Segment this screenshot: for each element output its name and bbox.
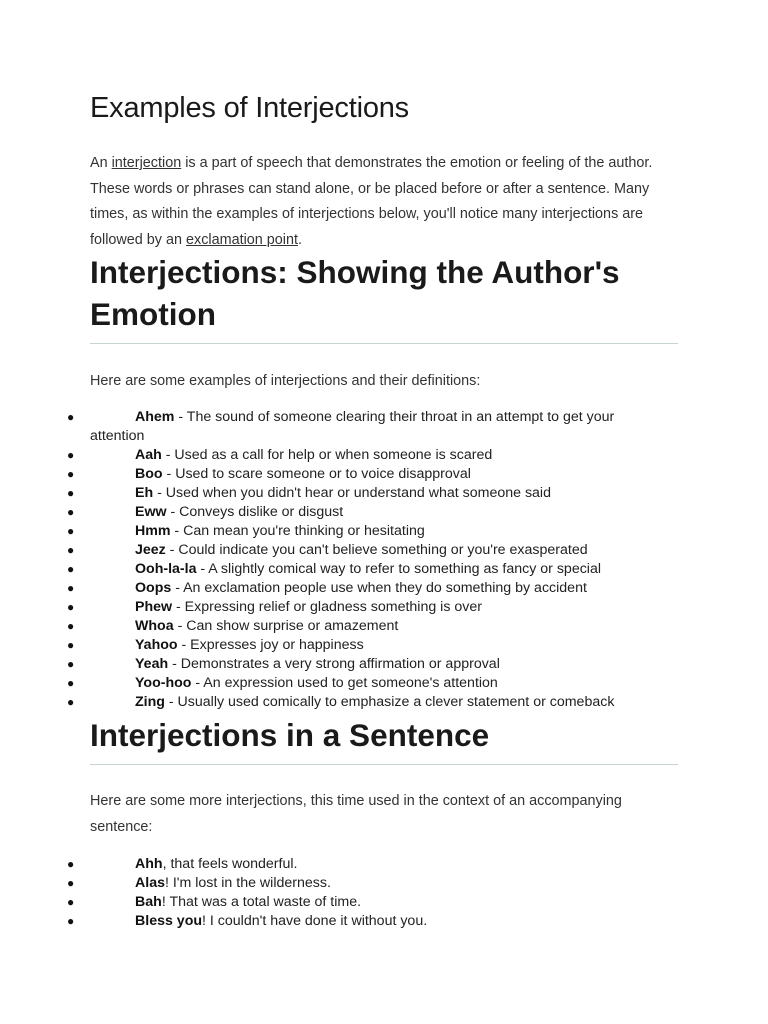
bullet-icon: ● xyxy=(67,676,75,690)
page-title: Examples of Interjections xyxy=(90,92,409,124)
list-item xyxy=(67,674,670,693)
intro-text-end: . xyxy=(298,231,302,248)
list-item xyxy=(67,541,670,560)
bullet-icon: ● xyxy=(67,657,75,671)
bullet-icon: ● xyxy=(67,467,75,481)
interjection-term: Yoo-hoo xyxy=(135,675,192,691)
interjection-description: - An expression used to get someone's attention xyxy=(191,675,498,691)
bullet-icon: ● xyxy=(67,486,75,500)
intro-text-middle: is a part of speech that demonstrates the emotion or feeling of the author. These words or phrases can stand alone, or be placed before or after a sentence. Many times, as within the examples of interjections below, you'll notice many interjections are followed by an xyxy=(90,155,653,248)
interjection-description: - Expresses joy or happiness xyxy=(177,637,364,653)
list-item xyxy=(67,484,670,503)
list-item xyxy=(67,503,670,522)
interjection-term: Ahh xyxy=(135,856,163,872)
interjection-term: Yeah xyxy=(135,656,169,672)
interjection-description: - Conveys dislike or disgust xyxy=(166,504,344,520)
interjection-description: , that feels wonderful. xyxy=(162,856,298,872)
interjection-description: ! I'm lost in the wilderness. xyxy=(164,875,331,891)
list-item xyxy=(67,636,670,655)
interjection-description: ! I couldn't have done it without you. xyxy=(202,913,428,929)
interjection-term: Ooh-la-la xyxy=(135,561,197,577)
interjection-description: - Used as a call for help or when someone is scared xyxy=(161,447,493,463)
list-item xyxy=(67,408,670,446)
list-item xyxy=(67,655,670,674)
bullet-icon: ● xyxy=(67,410,75,424)
section-lead-definitions: Here are some examples of interjections and their definitions: xyxy=(90,373,481,389)
list-item xyxy=(67,560,670,579)
bullet-icon: ● xyxy=(67,895,75,909)
bullet-icon: ● xyxy=(67,600,75,614)
bullet-icon: ● xyxy=(67,505,75,519)
list-item xyxy=(67,465,670,484)
interjection-description: - Used to scare someone or to voice disapproval xyxy=(162,466,471,482)
interjection-term: Yahoo xyxy=(135,637,178,653)
bullet-icon: ● xyxy=(67,857,75,871)
interjection-description: - Could indicate you can't believe something or you're exasperated xyxy=(165,542,588,558)
interjection-term: Eh xyxy=(135,485,154,501)
bullet-icon: ● xyxy=(67,619,75,633)
section-divider xyxy=(90,343,678,344)
sentences-list xyxy=(67,855,670,931)
list-item xyxy=(67,579,670,598)
list-item xyxy=(67,446,670,465)
bullet-icon: ● xyxy=(67,695,75,709)
bullet-icon: ● xyxy=(67,914,75,928)
intro-text-start: An xyxy=(90,155,112,171)
bullet-icon: ● xyxy=(67,876,75,890)
interjection-description: - Can show surprise or amazement xyxy=(173,618,399,634)
section-heading-emotion: Interjections: Showing the Author's Emotion xyxy=(90,254,620,332)
section-lead-sentences: Here are some more interjections, this time used in the context of an accompanying sentence: xyxy=(90,793,622,835)
bullet-icon: ● xyxy=(67,543,75,557)
list-item xyxy=(67,617,670,636)
interjection-description: ! That was a total waste of time. xyxy=(161,894,362,910)
interjection-term: Eww xyxy=(135,504,167,520)
section-divider xyxy=(90,764,678,765)
interjection-link[interactable]: interjection xyxy=(111,155,182,171)
bullet-icon: ● xyxy=(67,562,75,576)
list-item xyxy=(67,693,670,712)
interjection-description: - A slightly comical way to refer to something as fancy or special xyxy=(196,561,601,577)
definitions-list xyxy=(67,408,670,712)
interjection-description: - The sound of someone clearing their throat in an attempt to get your attention xyxy=(90,409,615,444)
bullet-icon: ● xyxy=(67,638,75,652)
bullet-icon: ● xyxy=(67,581,75,595)
interjection-description: - Can mean you're thinking or hesitating xyxy=(170,523,425,539)
interjection-description: - Usually used comically to emphasize a clever statement or comeback xyxy=(164,694,615,710)
bullet-icon: ● xyxy=(67,524,75,538)
list-item xyxy=(67,855,670,874)
exclamation-point-link[interactable]: exclamation point xyxy=(186,231,298,248)
interjection-term: Zing xyxy=(135,694,165,710)
list-item xyxy=(67,522,670,541)
list-item xyxy=(67,893,670,912)
section-heading-sentence: Interjections in a Sentence xyxy=(90,717,490,753)
interjection-description: - Expressing relief or gladness something is over xyxy=(172,599,482,615)
list-item xyxy=(67,874,670,893)
interjection-term: Alas xyxy=(135,875,165,891)
bullet-icon: ● xyxy=(67,448,75,462)
interjection-term: Oops xyxy=(135,580,172,596)
list-item xyxy=(67,598,670,617)
interjection-description: - An exclamation people use when they do something by accident xyxy=(171,580,587,596)
interjection-term: Aah xyxy=(135,447,162,463)
interjection-term: Bah xyxy=(135,894,162,910)
interjection-term: Hmm xyxy=(135,523,171,539)
intro-paragraph xyxy=(90,151,680,253)
list-item xyxy=(67,912,670,931)
interjection-term: Phew xyxy=(135,599,173,615)
interjection-term: Whoa xyxy=(135,618,174,634)
interjection-term: Jeez xyxy=(135,542,166,558)
interjection-description: - Used when you didn't hear or understand what someone said xyxy=(153,485,551,501)
interjection-description: - Demonstrates a very strong affirmation or approval xyxy=(168,656,500,672)
interjection-term: Bless you xyxy=(135,913,203,929)
interjection-term: Ahem xyxy=(135,409,175,425)
interjection-term: Boo xyxy=(135,466,163,482)
